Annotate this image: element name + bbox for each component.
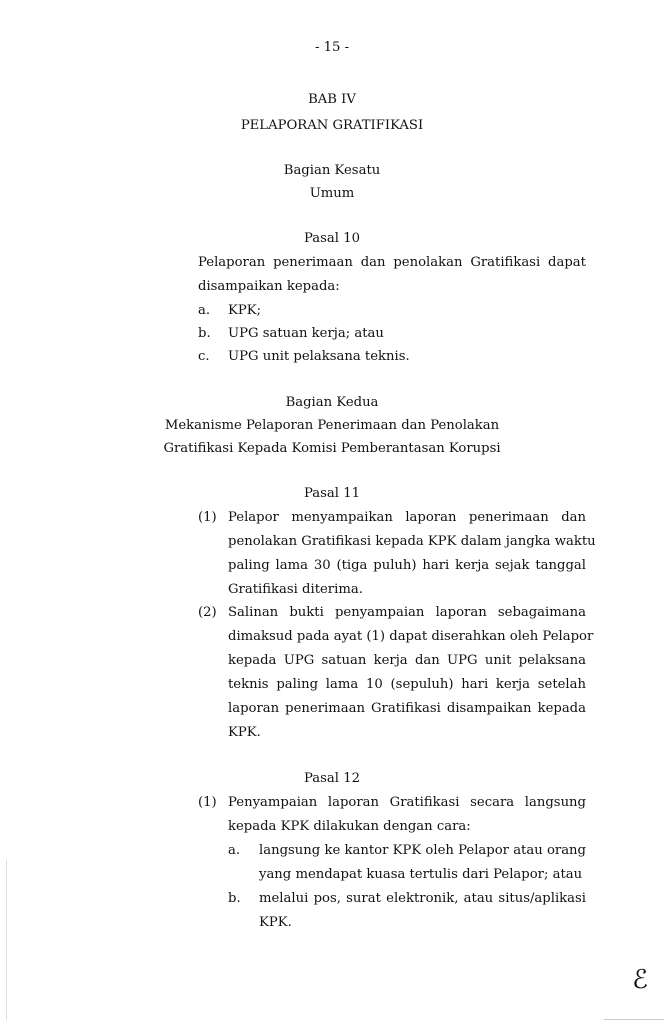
part1-subtitle: Umum (309, 186, 355, 201)
list-marker: c. (198, 349, 210, 364)
ayat-line: kepada UPG satuan kerja dan UPG unit pelaksana (228, 653, 586, 668)
pasal10-line2: disampaikan kepada: (198, 279, 340, 294)
part2-subtitle-line2: Gratifikasi Kepada Komisi Pemberantasan Korupsi (163, 441, 501, 456)
ayat-line: teknis paling lama 10 (sepuluh) hari kerja setelah (228, 677, 586, 692)
part2-title: Bagian Kedua (285, 395, 379, 410)
ayat-marker: (1) (198, 795, 217, 810)
list-item-line: langsung ke kantor KPK oleh Pelapor atau orang (259, 843, 586, 858)
part2-subtitle-line1: Mekanisme Pelaporan Penerimaan dan Penolakan (164, 418, 500, 433)
list-item: UPG unit pelaksana teknis. (228, 349, 410, 364)
ayat-line: paling lama 30 (tiga puluh) hari kerja sejak tanggal (228, 558, 586, 573)
ayat-line: laporan penerimaan Gratifikasi disampaikan kepada (228, 701, 586, 716)
word: dapat (548, 255, 586, 270)
list-item-line: KPK. (259, 915, 292, 930)
chapter-title: BAB IV (308, 92, 356, 107)
ayat-line: dimaksud pada ayat (1) dapat diserahkan oleh Pelapor (228, 629, 594, 644)
part1-title: Bagian Kesatu (283, 163, 381, 178)
ayat-line: penolakan Gratifikasi kepada KPK dalam jangka waktu (228, 534, 596, 549)
handwritten-paraf: ℰ (632, 965, 648, 995)
pasal10-line1 (198, 255, 586, 270)
word: Gratifikasi (470, 255, 541, 270)
ayat-marker: (2) (198, 605, 217, 620)
list-item: UPG satuan kerja; atau (228, 326, 384, 341)
list-marker: b. (228, 891, 241, 906)
word: penerimaan (273, 255, 353, 270)
pasal10-title: Pasal 10 (304, 231, 360, 246)
ayat-line: Pelapor menyampaikan laporan penerimaan dan (228, 510, 586, 525)
list-marker: a. (228, 843, 241, 858)
ayat-line: kepada KPK dilakukan dengan cara: (228, 819, 471, 834)
page-number: - 15 - (314, 40, 350, 55)
pasal12-title: Pasal 12 (304, 771, 360, 786)
ayat-line: KPK. (228, 725, 261, 740)
list-marker: b. (198, 326, 211, 341)
pasal11-title: Pasal 11 (304, 486, 360, 501)
list-marker: a. (198, 303, 211, 318)
ayat-line: Gratifikasi diterima. (228, 582, 363, 597)
chapter-subtitle: PELAPORAN GRATIFIKASI (240, 118, 424, 133)
list-item-line: melalui pos, surat elektronik, atau situs/aplikasi (259, 891, 586, 906)
word: dan (360, 255, 386, 270)
word: penolakan (393, 255, 463, 270)
list-item-line: yang mendapat kuasa tertulis dari Pelapor; atau (259, 867, 583, 882)
ayat-line: Penyampaian laporan Gratifikasi secara langsung (228, 795, 586, 810)
list-item: KPK; (228, 303, 262, 318)
scan-bottom-line (604, 1019, 664, 1020)
word: Pelaporan (198, 255, 266, 270)
ayat-line: Salinan bukti penyampaian laporan sebagaimana (228, 605, 586, 620)
scan-edge-line (6, 860, 7, 1020)
ayat-marker: (1) (198, 510, 217, 525)
